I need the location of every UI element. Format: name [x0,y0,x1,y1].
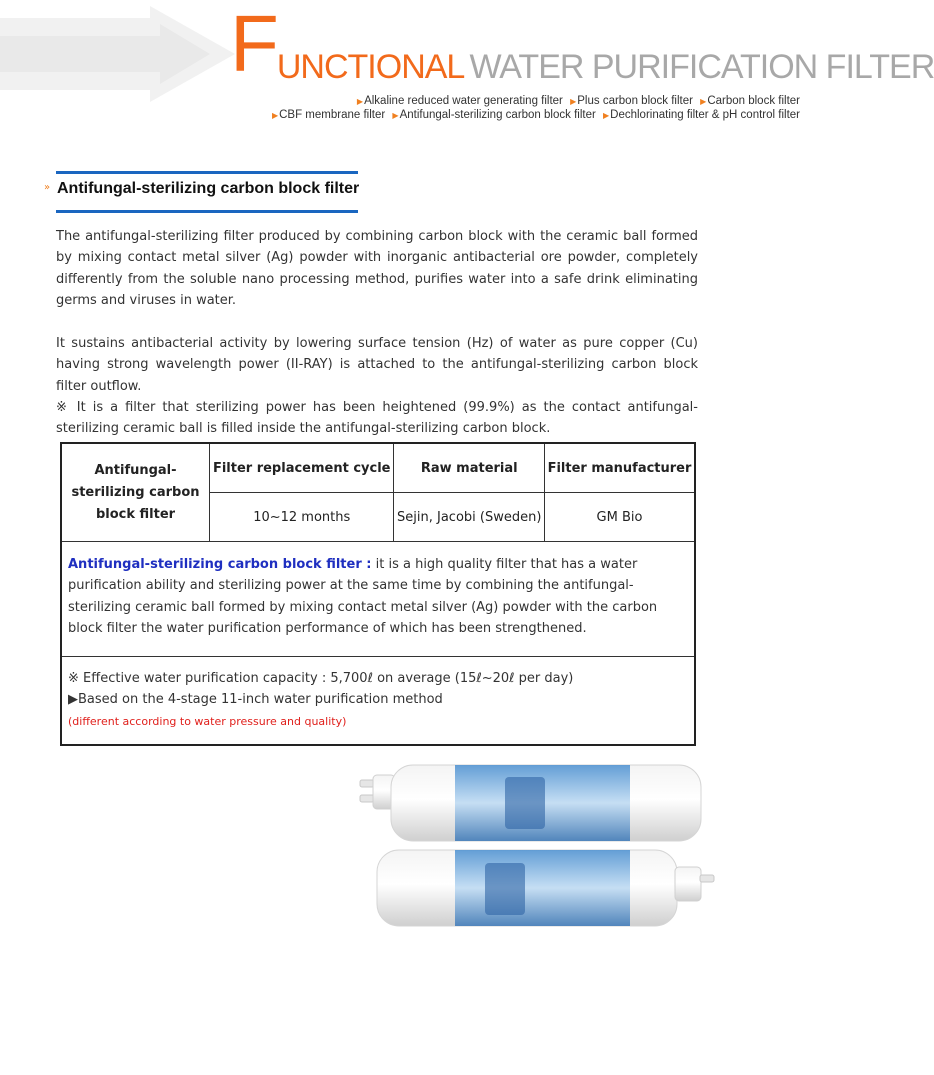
page-title [230,0,934,88]
filter-nav-row-2 [268,109,800,121]
nav-link-dechlorinating[interactable]: ▶Dechlorinating filter & pH control filter [603,109,800,121]
filter-cartridges-image [355,755,725,940]
triangle-bullet-icon: ▶ [392,111,399,120]
triangle-bullet-icon: ▶ [603,111,610,120]
col-header-raw-material: Raw material [394,444,545,493]
section-rule-top [56,171,358,174]
detail-text: It sustains antibacterial activity by lowering surface tension (Hz) of water as pure copper (Cu) having strong wavelength power (II-RAY) is attached to the antifungal-sterilizing carbon block filter outflow. [56,336,698,394]
filter-nav-row-1 [353,95,800,107]
note-text: ※ It is a filter that sterilizing power has been heightened (99.9%) as the contact antifungal-sterilizing ceramic ball is filled inside the antifungal-sterilizing carbon block. [56,399,698,437]
capacity-block [68,668,680,732]
description-text: it is a high quality filter that has a water purification ability and sterilizing power at the same time by combining the antifungal-sterilizing ceramic ball formed by mixing contact metal silver (Ag) powder with the carbon block filter the water purification performance of which has been strengthened. [68,557,658,636]
nav-link-cbf-membrane[interactable]: ▶CBF membrane filter [271,109,386,121]
col-header-replacement-cycle: Filter replacement cycle [210,444,394,493]
triangle-bullet-icon: ▶ [570,97,577,106]
cell-replacement-cycle: 10~12 months [210,493,394,542]
spec-table [60,442,696,746]
col-header-manufacturer: Filter manufacturer [545,444,695,493]
detail-paragraph [56,333,698,439]
arrow-decoration [0,0,260,105]
title-big-letter: F [230,0,277,88]
title-orange-part: UNCTIONAL [276,48,465,86]
capacity-text: ※ Effective water purification capacity : 5,700ℓ on average (15ℓ~20ℓ per day) [68,671,574,686]
section-rule-bottom [56,210,358,213]
nav-link-alkaline[interactable]: ▶Alkaline reduced water generating filter [356,95,563,107]
double-chevron-icon: » [44,182,51,193]
description-lead: Antifungal-sterilizing carbon block filter : [68,557,372,572]
nav-link-plus-carbon[interactable]: ▶Plus carbon block filter [570,95,693,107]
table-divider [62,656,694,657]
triangle-bullet-icon: ▶ [271,111,279,120]
row-header: Antifungal-sterilizing carbon block filter [62,444,210,542]
title-gray-part: WATER PURIFICATION FILTER [469,48,934,86]
filter-description [68,554,680,639]
triangle-bullet-icon: ▶ [356,97,364,106]
nav-link-antifungal[interactable]: ▶Antifungal-sterilizing carbon block filter [392,109,596,121]
method-text: ▶Based on the 4-stage 11-inch water purification method [68,692,443,708]
intro-paragraph: The antifungal-sterilizing filter produced by combining carbon block with the ceramic ball formed by mixing contact metal silver (Ag) powder with inorganic antibacterial ore powder, completely differently from the soluble nano processing method, purifies water into a safe drink eliminating germs and viruses in water. [56,229,698,308]
nav-link-carbon-block[interactable]: ▶Carbon block filter [700,95,800,107]
pressure-note: (different according to water pressure and quality) [68,714,347,728]
cell-manufacturer: GM Bio [545,493,695,542]
section-title: Antifungal-sterilizing carbon block filter [57,180,360,197]
cell-raw-material: Sejin, Jacobi (Sweden) [394,493,545,542]
triangle-bullet-icon: ▶ [700,97,707,106]
